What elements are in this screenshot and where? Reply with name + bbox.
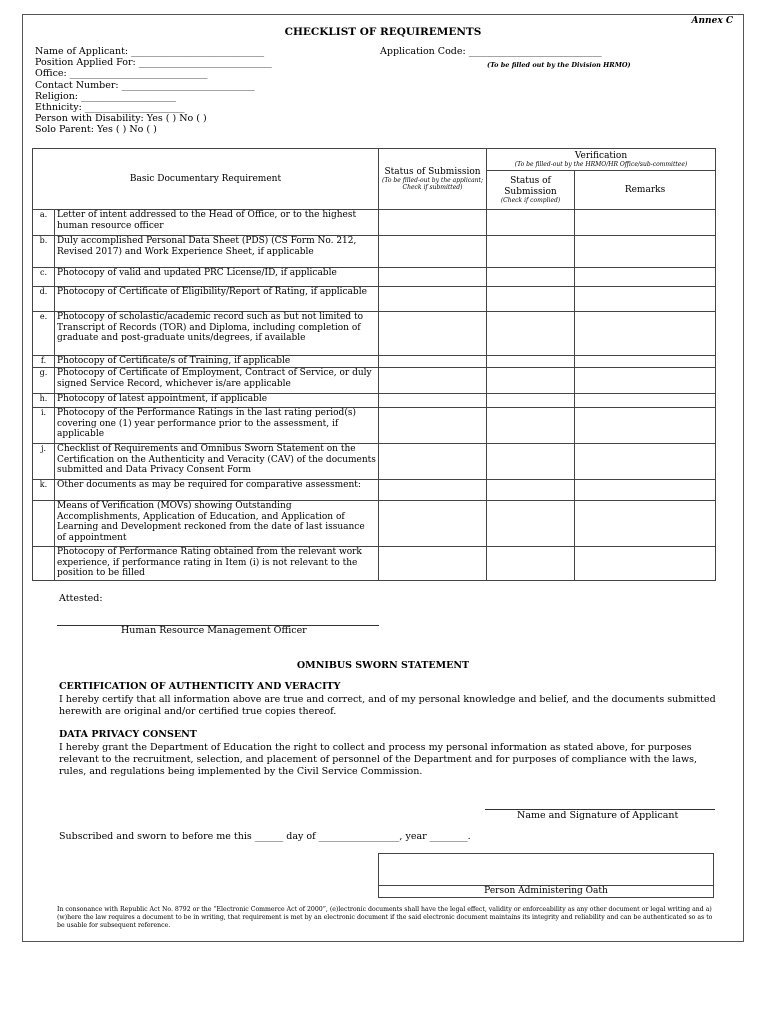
- applicant-status-cell[interactable]: [379, 287, 487, 312]
- applicant-status-cell[interactable]: [379, 368, 487, 394]
- verification-status-cell[interactable]: [487, 444, 575, 480]
- privacy-text: I hereby grant the Department of Education the right to collect and process my personal information as stated above, for purposes relevant to the recruitment, selection, and placement of personnel of the Department and for purposes of compliance with the laws, rules, and regulations being implemented by the Civil Service Commission.: [59, 742, 697, 777]
- applicant-status-cell[interactable]: [379, 408, 487, 444]
- remarks-cell[interactable]: [575, 547, 716, 581]
- table-row: [33, 312, 716, 356]
- religion-field[interactable]: Religion: ____________________: [35, 90, 177, 102]
- row-letter: i.: [33, 408, 55, 444]
- applicant-status-cell[interactable]: [379, 268, 487, 287]
- col-status-header: [379, 149, 487, 210]
- col-ver-status-header: [487, 171, 575, 210]
- remarks-cell[interactable]: [575, 356, 716, 368]
- row-requirement: Photocopy of the Performance Ratings in the last rating period(s) covering one (1) year performance prior to the assessment, if applicable: [55, 408, 379, 444]
- remarks-cell[interactable]: [575, 501, 716, 547]
- hrmo-title: Human Resource Management Officer: [121, 625, 307, 636]
- col-ver-status-label: Status of Submission: [504, 175, 557, 197]
- row-requirement: Means of Verification (MOVs) showing Outstanding Accomplishments, Application of Education, and Application of Learning and Development reckoned from the date of last issuance of appointment: [55, 501, 379, 547]
- verification-status-cell[interactable]: [487, 268, 575, 287]
- row-requirement: Photocopy of latest appointment, if applicable: [55, 394, 379, 408]
- verification-status-cell[interactable]: [487, 287, 575, 312]
- row-letter: a.: [33, 210, 55, 236]
- cav-text: I hereby certify that all information above are true and correct, and of my personal knowledge and belief, and the documents submitted herewith are original and/or certified true copies thereof.: [59, 694, 716, 717]
- row-letter: [33, 501, 55, 547]
- table-row: [33, 547, 716, 581]
- table-row: [33, 444, 716, 480]
- remarks-cell[interactable]: [575, 312, 716, 356]
- oath-label: Person Administering Oath: [379, 885, 713, 897]
- oath-signature-box[interactable]: [378, 853, 714, 898]
- applicant-status-cell[interactable]: [379, 356, 487, 368]
- table-row: [33, 236, 716, 268]
- row-requirement: Other documents as may be required for comparative assessment:: [55, 480, 379, 501]
- row-letter: [33, 547, 55, 581]
- row-requirement: Photocopy of Certificate of Employment, Contract of Service, or duly signed Service Record, whichever is/are applicable: [55, 368, 379, 394]
- verification-status-cell[interactable]: [487, 501, 575, 547]
- verification-status-cell[interactable]: [487, 480, 575, 501]
- remarks-cell[interactable]: [575, 408, 716, 444]
- row-letter: b.: [33, 236, 55, 268]
- row-letter: c.: [33, 268, 55, 287]
- row-requirement: Photocopy of Certificate of Eligibility/Report of Rating, if applicable: [55, 287, 379, 312]
- verification-status-cell[interactable]: [487, 368, 575, 394]
- remarks-cell[interactable]: [575, 444, 716, 480]
- applicant-info: [35, 46, 272, 136]
- remarks-cell[interactable]: [575, 394, 716, 408]
- pwd-choice[interactable]: Person with Disability: Yes ( ) No ( ): [35, 113, 207, 125]
- annex-label: Annex C: [691, 16, 733, 26]
- row-requirement: Duly accomplished Personal Data Sheet (PDS) (CS Form No. 212, Revised 2017) and Work Experience Sheet, if applicable: [55, 236, 379, 268]
- table-row: [33, 501, 716, 547]
- office-field[interactable]: Office: _____________________________: [35, 68, 208, 80]
- verification-status-cell[interactable]: [487, 236, 575, 268]
- col-ver-status-note: (Check if complied): [500, 197, 561, 205]
- row-letter: g.: [33, 368, 55, 394]
- solo-parent-choice[interactable]: Solo Parent: Yes ( ) No ( ): [35, 124, 157, 136]
- hrmo-note: (To be filled out by the Division HRMO): [487, 61, 631, 69]
- col-verification-note: (To be filled-out by the HRMO/HR Office/sub-committee): [514, 161, 688, 169]
- table-row: [33, 480, 716, 501]
- remarks-cell[interactable]: [575, 287, 716, 312]
- row-requirement: Photocopy of Certificate/s of Training, if applicable: [55, 356, 379, 368]
- table-row: [33, 394, 716, 408]
- applicant-status-cell[interactable]: [379, 547, 487, 581]
- applicant-status-cell[interactable]: [379, 444, 487, 480]
- table-row: [33, 408, 716, 444]
- remarks-cell[interactable]: [575, 268, 716, 287]
- applicant-status-cell[interactable]: [379, 394, 487, 408]
- table-row: [33, 356, 716, 368]
- form-title: CHECKLIST OF REQUIREMENTS: [284, 26, 482, 38]
- remarks-cell[interactable]: [575, 368, 716, 394]
- col-remarks-header: Remarks: [575, 171, 716, 210]
- row-letter: j.: [33, 444, 55, 480]
- cav-heading: CERTIFICATION OF AUTHENTICITY AND VERACITY: [59, 681, 341, 692]
- subscribed-statement[interactable]: Subscribed and sworn to before me this ______ day of _________________, year ________.: [59, 831, 471, 842]
- contact-number-field[interactable]: Contact Number: ____________________________: [35, 79, 255, 91]
- attested-label: Attested:: [59, 593, 103, 604]
- ethnicity-field[interactable]: Ethnicity: _____________________: [35, 102, 185, 114]
- col-verification-header: [487, 149, 716, 171]
- row-requirement: Checklist of Requirements and Omnibus Sworn Statement on the Certification on the Authenticity and Veracity (CAV) of the documents submitted and Data Privacy Consent Form: [55, 444, 379, 480]
- applicant-status-cell[interactable]: [379, 501, 487, 547]
- applicant-signature-label: Name and Signature of Applicant: [517, 810, 679, 821]
- row-letter: k.: [33, 480, 55, 501]
- row-requirement: Photocopy of valid and updated PRC License/ID, if applicable: [55, 268, 379, 287]
- verification-status-cell[interactable]: [487, 312, 575, 356]
- applicant-status-cell[interactable]: [379, 312, 487, 356]
- verification-status-cell[interactable]: [487, 356, 575, 368]
- application-code-field[interactable]: Application Code: ____________________________: [380, 46, 602, 57]
- table-row: [33, 268, 716, 287]
- row-letter: e.: [33, 312, 55, 356]
- table-row: [33, 210, 716, 236]
- position-field[interactable]: Position Applied For: ____________________________: [35, 57, 272, 69]
- col-status-label: Status of Submission: [384, 166, 481, 177]
- verification-status-cell[interactable]: [487, 210, 575, 236]
- col-verification-label: Verification: [574, 150, 628, 161]
- remarks-cell[interactable]: [575, 210, 716, 236]
- verification-status-cell[interactable]: [487, 547, 575, 581]
- row-letter: f.: [33, 356, 55, 368]
- col-status-note: (To be filled-out by the applicant; Check if submitted): [382, 177, 483, 192]
- verification-status-cell[interactable]: [487, 394, 575, 408]
- row-requirement: Photocopy of Performance Rating obtained from the relevant work experience, if performance rating in Item (i) is not relevant to the position to be filled: [55, 547, 379, 581]
- row-letter: d.: [33, 287, 55, 312]
- footer-note: In consonance with Republic Act No. 8792 or the “Electronic Commerce Act of 2000”, (e)lectronic documents shall have the legal effect, validity or enforceability as any other document or legal writing and a) (w)here the law requires a document to be in writing, that requirement is met by an electronic document if the said electronic document maintains its integrity and reliability and can be authenticated so as to be usable for subsequent reference.: [57, 906, 713, 929]
- row-requirement: Photocopy of scholastic/academic record such as but not limited to Transcript of Records (TOR) and Diploma, including completion of graduate and post-graduate units/degrees, if available: [55, 312, 379, 356]
- checklist-form: [22, 14, 744, 942]
- table-row: [33, 368, 716, 394]
- remarks-cell[interactable]: [575, 480, 716, 501]
- row-letter: h.: [33, 394, 55, 408]
- requirements-table: [32, 148, 716, 581]
- table-row: [33, 287, 716, 312]
- remarks-cell[interactable]: [575, 236, 716, 268]
- privacy-heading: DATA PRIVACY CONSENT: [59, 729, 197, 740]
- applicant-status-cell[interactable]: [379, 480, 487, 501]
- verification-status-cell[interactable]: [487, 408, 575, 444]
- omnibus-title: OMNIBUS SWORN STATEMENT: [296, 660, 470, 671]
- applicant-status-cell[interactable]: [379, 210, 487, 236]
- applicant-name-field[interactable]: Name of Applicant: ____________________________: [35, 46, 265, 57]
- col-requirement-header: Basic Documentary Requirement: [33, 149, 379, 210]
- row-requirement: Letter of intent addressed to the Head of Office, or to the highest human resource officer: [55, 210, 379, 236]
- applicant-status-cell[interactable]: [379, 236, 487, 268]
